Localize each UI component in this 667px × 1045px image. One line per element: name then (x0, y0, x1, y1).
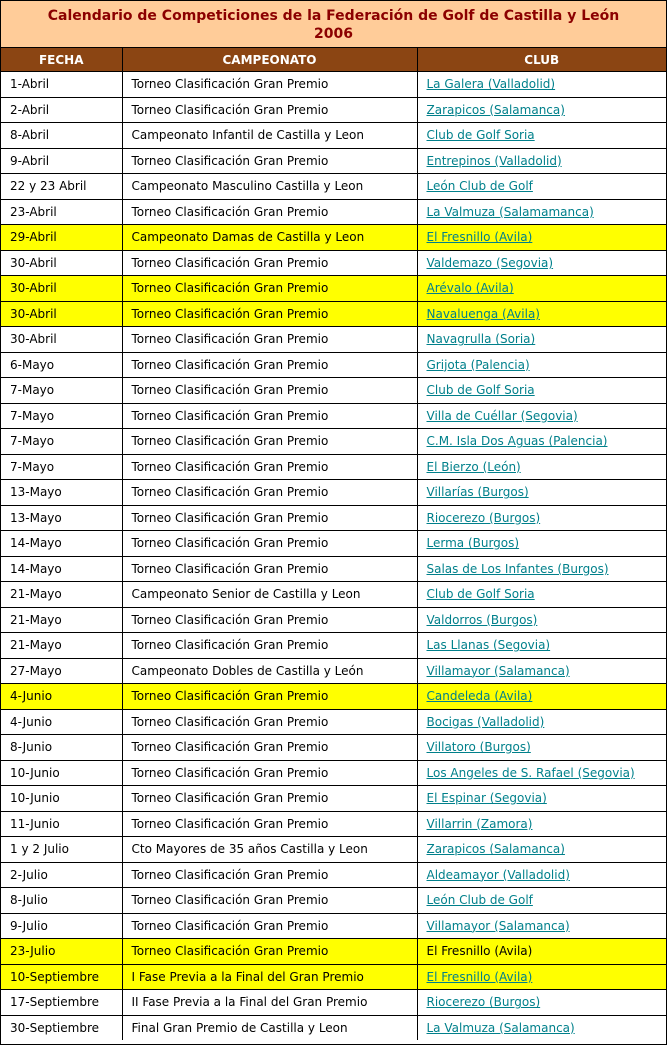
cell-fecha: 10-Septiembre (1, 964, 122, 990)
club-link[interactable]: Zarapicos (Salamanca) (426, 842, 565, 857)
cell-club (417, 250, 666, 276)
cell-club (417, 97, 666, 123)
club-link[interactable]: León Club de Golf (426, 893, 533, 908)
cell-campeonato: Torneo Clasificación Gran Premio (122, 607, 417, 633)
cell-campeonato: Torneo Clasificación Gran Premio (122, 556, 417, 582)
cell-club (417, 1015, 666, 1040)
cell-fecha: 13-Mayo (1, 505, 122, 531)
cell-campeonato: Torneo Clasificación Gran Premio (122, 684, 417, 710)
table-row (1, 454, 666, 480)
cell-fecha: 21-Mayo (1, 582, 122, 608)
cell-club (417, 378, 666, 404)
table-row (1, 123, 666, 149)
cell-fecha: 9-Abril (1, 148, 122, 174)
cell-club (417, 72, 666, 98)
cell-fecha: 7-Mayo (1, 429, 122, 455)
cell-fecha: 30-Septiembre (1, 1015, 122, 1040)
cell-fecha: 9-Julio (1, 913, 122, 939)
cell-campeonato: Torneo Clasificación Gran Premio (122, 531, 417, 557)
table-row (1, 97, 666, 123)
table-row (1, 480, 666, 506)
cell-fecha: 2-Abril (1, 97, 122, 123)
cell-campeonato: Torneo Clasificación Gran Premio (122, 786, 417, 812)
club-link[interactable]: Riocerezo (Burgos) (426, 510, 541, 525)
cell-fecha: 10-Junio (1, 786, 122, 812)
table-row (1, 582, 666, 608)
cell-club (417, 684, 666, 710)
table-row (1, 658, 666, 684)
club-link[interactable]: La Valmuza (Salamamanca) (426, 204, 594, 219)
cell-campeonato: Torneo Clasificación Gran Premio (122, 352, 417, 378)
cell-fecha: 2-Julio (1, 862, 122, 888)
table-row (1, 913, 666, 939)
header-club: CLUB (417, 48, 666, 72)
cell-campeonato: I Fase Previa a la Final del Gran Premio (122, 964, 417, 990)
cell-club (417, 633, 666, 659)
table-row (1, 403, 666, 429)
table-row (1, 1015, 666, 1040)
cell-campeonato: II Fase Previa a la Final del Gran Premio (122, 990, 417, 1016)
cell-campeonato: Torneo Clasificación Gran Premio (122, 429, 417, 455)
cell-campeonato: Cto Mayores de 35 años Castilla y Leon (122, 837, 417, 863)
cell-fecha: 30-Abril (1, 327, 122, 353)
cell-fecha: 21-Mayo (1, 633, 122, 659)
table-row (1, 811, 666, 837)
cell-fecha: 11-Junio (1, 811, 122, 837)
club-link[interactable]: Villarrin (Zamora) (426, 816, 533, 831)
cell-campeonato: Torneo Clasificación Gran Premio (122, 480, 417, 506)
competitions-table (1, 48, 666, 1040)
cell-campeonato: Torneo Clasificación Gran Premio (122, 505, 417, 531)
cell-fecha: 7-Mayo (1, 378, 122, 404)
table-row (1, 556, 666, 582)
club-link[interactable]: Valdemazo (Segovia) (426, 255, 554, 270)
club-link[interactable]: Valdorros (Burgos) (426, 612, 538, 627)
cell-campeonato: Campeonato Infantil de Castilla y Leon (122, 123, 417, 149)
table-body (1, 72, 666, 1041)
club-link[interactable]: El Espinar (Segovia) (426, 791, 547, 806)
club-link[interactable]: Club de Golf Soria (426, 587, 535, 602)
cell-club (417, 199, 666, 225)
cell-fecha: 30-Abril (1, 276, 122, 302)
cell-club (417, 760, 666, 786)
cell-club (417, 964, 666, 990)
table-row (1, 250, 666, 276)
cell-fecha: 4-Junio (1, 709, 122, 735)
club-link[interactable]: Villatoro (Burgos) (426, 740, 531, 755)
cell-club (417, 811, 666, 837)
cell-club (417, 582, 666, 608)
table-row (1, 964, 666, 990)
club-link[interactable]: El Fresnillo (Avila) (426, 230, 533, 245)
club-link[interactable]: León Club de Golf (426, 179, 533, 194)
club-link[interactable]: Grijota (Palencia) (426, 357, 530, 372)
table-row (1, 735, 666, 761)
cell-club (417, 174, 666, 200)
club-link[interactable]: Salas de Los Infantes (Burgos) (426, 561, 609, 576)
club-link[interactable]: La Galera (Valladolid) (426, 77, 556, 92)
club-link[interactable]: Villarías (Burgos) (426, 485, 529, 500)
cell-campeonato: Torneo Clasificación Gran Premio (122, 709, 417, 735)
cell-club (417, 888, 666, 914)
table-row (1, 301, 666, 327)
table-row (1, 888, 666, 914)
table-row (1, 72, 666, 98)
club-link[interactable]: Villamayor (Salamanca) (426, 663, 570, 678)
cell-campeonato: Torneo Clasificación Gran Premio (122, 199, 417, 225)
cell-fecha: 8-Julio (1, 888, 122, 914)
cell-campeonato: Torneo Clasificación Gran Premio (122, 378, 417, 404)
cell-club (417, 480, 666, 506)
header-fecha: FECHA (1, 48, 122, 72)
cell-club (417, 735, 666, 761)
cell-club (417, 607, 666, 633)
cell-club (417, 429, 666, 455)
cell-fecha: 1-Abril (1, 72, 122, 98)
cell-campeonato: Torneo Clasificación Gran Premio (122, 403, 417, 429)
cell-fecha: 22 y 23 Abril (1, 174, 122, 200)
club-link[interactable]: Zarapicos (Salamanca) (426, 102, 565, 117)
cell-campeonato: Torneo Clasificación Gran Premio (122, 97, 417, 123)
club-text: El Fresnillo (Avila) (426, 944, 533, 959)
cell-club (417, 327, 666, 353)
header-campeonato: CAMPEONATO (122, 48, 417, 72)
cell-club (417, 301, 666, 327)
club-link[interactable]: Aldeamayor (Valladolid) (426, 867, 570, 882)
table-row (1, 990, 666, 1016)
table-row (1, 199, 666, 225)
cell-club (417, 403, 666, 429)
page-title (1, 1, 666, 48)
cell-club (417, 352, 666, 378)
cell-campeonato: Torneo Clasificación Gran Premio (122, 327, 417, 353)
cell-fecha: 7-Mayo (1, 454, 122, 480)
cell-club (417, 658, 666, 684)
cell-campeonato: Torneo Clasificación Gran Premio (122, 913, 417, 939)
table-row (1, 225, 666, 251)
title-line-2: 2006 (314, 26, 353, 42)
cell-campeonato: Torneo Clasificación Gran Premio (122, 862, 417, 888)
cell-fecha: 8-Abril (1, 123, 122, 149)
club-link[interactable]: Club de Golf Soria (426, 128, 535, 143)
cell-club (417, 990, 666, 1016)
table-row (1, 378, 666, 404)
club-link[interactable]: Navaluenga (Avila) (426, 306, 540, 321)
club-link[interactable]: Villamayor (Salamanca) (426, 918, 570, 933)
cell-fecha: 13-Mayo (1, 480, 122, 506)
cell-fecha: 7-Mayo (1, 403, 122, 429)
cell-campeonato: Torneo Clasificación Gran Premio (122, 811, 417, 837)
cell-campeonato: Torneo Clasificación Gran Premio (122, 939, 417, 965)
cell-club (417, 786, 666, 812)
cell-campeonato: Torneo Clasificación Gran Premio (122, 276, 417, 302)
cell-club (417, 123, 666, 149)
cell-club (417, 939, 666, 965)
cell-campeonato: Torneo Clasificación Gran Premio (122, 250, 417, 276)
table-row (1, 862, 666, 888)
club-link[interactable]: Navagrulla (Soria) (426, 332, 536, 347)
cell-campeonato: Torneo Clasificación Gran Premio (122, 454, 417, 480)
cell-campeonato: Campeonato Masculino Castilla y Leon (122, 174, 417, 200)
cell-fecha: 8-Junio (1, 735, 122, 761)
cell-club (417, 276, 666, 302)
cell-club (417, 148, 666, 174)
club-link[interactable]: Los Angeles de S. Rafael (Segovia) (426, 765, 635, 780)
title-line-1: Calendario de Competiciones de la Federación de Golf de Castilla y León (47, 8, 620, 24)
club-link[interactable]: Las Llanas (Segovia) (426, 638, 551, 653)
cell-fecha: 21-Mayo (1, 607, 122, 633)
cell-fecha: 30-Abril (1, 250, 122, 276)
club-link[interactable]: Lerma (Burgos) (426, 536, 520, 551)
cell-fecha: 1 y 2 Julio (1, 837, 122, 863)
cell-campeonato: Final Gran Premio de Castilla y Leon (122, 1015, 417, 1040)
table-header-row (1, 48, 666, 72)
cell-club (417, 913, 666, 939)
cell-club (417, 531, 666, 557)
cell-fecha: 23-Julio (1, 939, 122, 965)
cell-fecha: 6-Mayo (1, 352, 122, 378)
table-row (1, 939, 666, 965)
table-row (1, 148, 666, 174)
club-link[interactable]: Bocigas (Valladolid) (426, 714, 545, 729)
cell-club (417, 837, 666, 863)
table-row (1, 276, 666, 302)
table-row (1, 633, 666, 659)
table-row (1, 531, 666, 557)
club-link[interactable]: Arévalo (Avila) (426, 281, 514, 296)
cell-campeonato: Torneo Clasificación Gran Premio (122, 301, 417, 327)
table-row (1, 837, 666, 863)
cell-fecha: 30-Abril (1, 301, 122, 327)
table-row (1, 709, 666, 735)
cell-campeonato: Torneo Clasificación Gran Premio (122, 633, 417, 659)
table-row (1, 786, 666, 812)
club-link[interactable]: El Fresnillo (Avila) (426, 969, 533, 984)
cell-fecha: 27-Mayo (1, 658, 122, 684)
cell-club (417, 225, 666, 251)
cell-fecha: 14-Mayo (1, 556, 122, 582)
table-row (1, 505, 666, 531)
cell-fecha: 14-Mayo (1, 531, 122, 557)
club-link[interactable]: C.M. Isla Dos Aguas (Palencia) (426, 434, 608, 449)
cell-fecha: 23-Abril (1, 199, 122, 225)
cell-campeonato: Torneo Clasificación Gran Premio (122, 72, 417, 98)
table-row (1, 607, 666, 633)
club-link[interactable]: Riocerezo (Burgos) (426, 995, 541, 1010)
club-link[interactable]: Club de Golf Soria (426, 383, 535, 398)
cell-club (417, 862, 666, 888)
cell-campeonato: Torneo Clasificación Gran Premio (122, 760, 417, 786)
club-link[interactable]: Villa de Cuéllar (Segovia) (426, 408, 578, 423)
cell-club (417, 556, 666, 582)
club-link[interactable]: La Valmuza (Salamanca) (426, 1020, 575, 1035)
table-row (1, 352, 666, 378)
cell-club (417, 505, 666, 531)
cell-campeonato: Campeonato Damas de Castilla y Leon (122, 225, 417, 251)
cell-campeonato: Torneo Clasificación Gran Premio (122, 148, 417, 174)
cell-campeonato: Torneo Clasificación Gran Premio (122, 735, 417, 761)
club-link[interactable]: El Bierzo (León) (426, 459, 521, 474)
cell-campeonato: Torneo Clasificación Gran Premio (122, 888, 417, 914)
cell-fecha: 17-Septiembre (1, 990, 122, 1016)
club-link[interactable]: Entrepinos (Valladolid) (426, 153, 562, 168)
club-link[interactable]: Candeleda (Avila) (426, 689, 533, 704)
table-row (1, 174, 666, 200)
table-row (1, 429, 666, 455)
table-row (1, 327, 666, 353)
cell-campeonato: Campeonato Dobles de Castilla y León (122, 658, 417, 684)
table-row (1, 684, 666, 710)
cell-fecha: 29-Abril (1, 225, 122, 251)
cell-fecha: 10-Junio (1, 760, 122, 786)
cell-club (417, 709, 666, 735)
cell-fecha: 4-Junio (1, 684, 122, 710)
table-row (1, 760, 666, 786)
cell-club (417, 454, 666, 480)
cell-campeonato: Campeonato Senior de Castilla y Leon (122, 582, 417, 608)
